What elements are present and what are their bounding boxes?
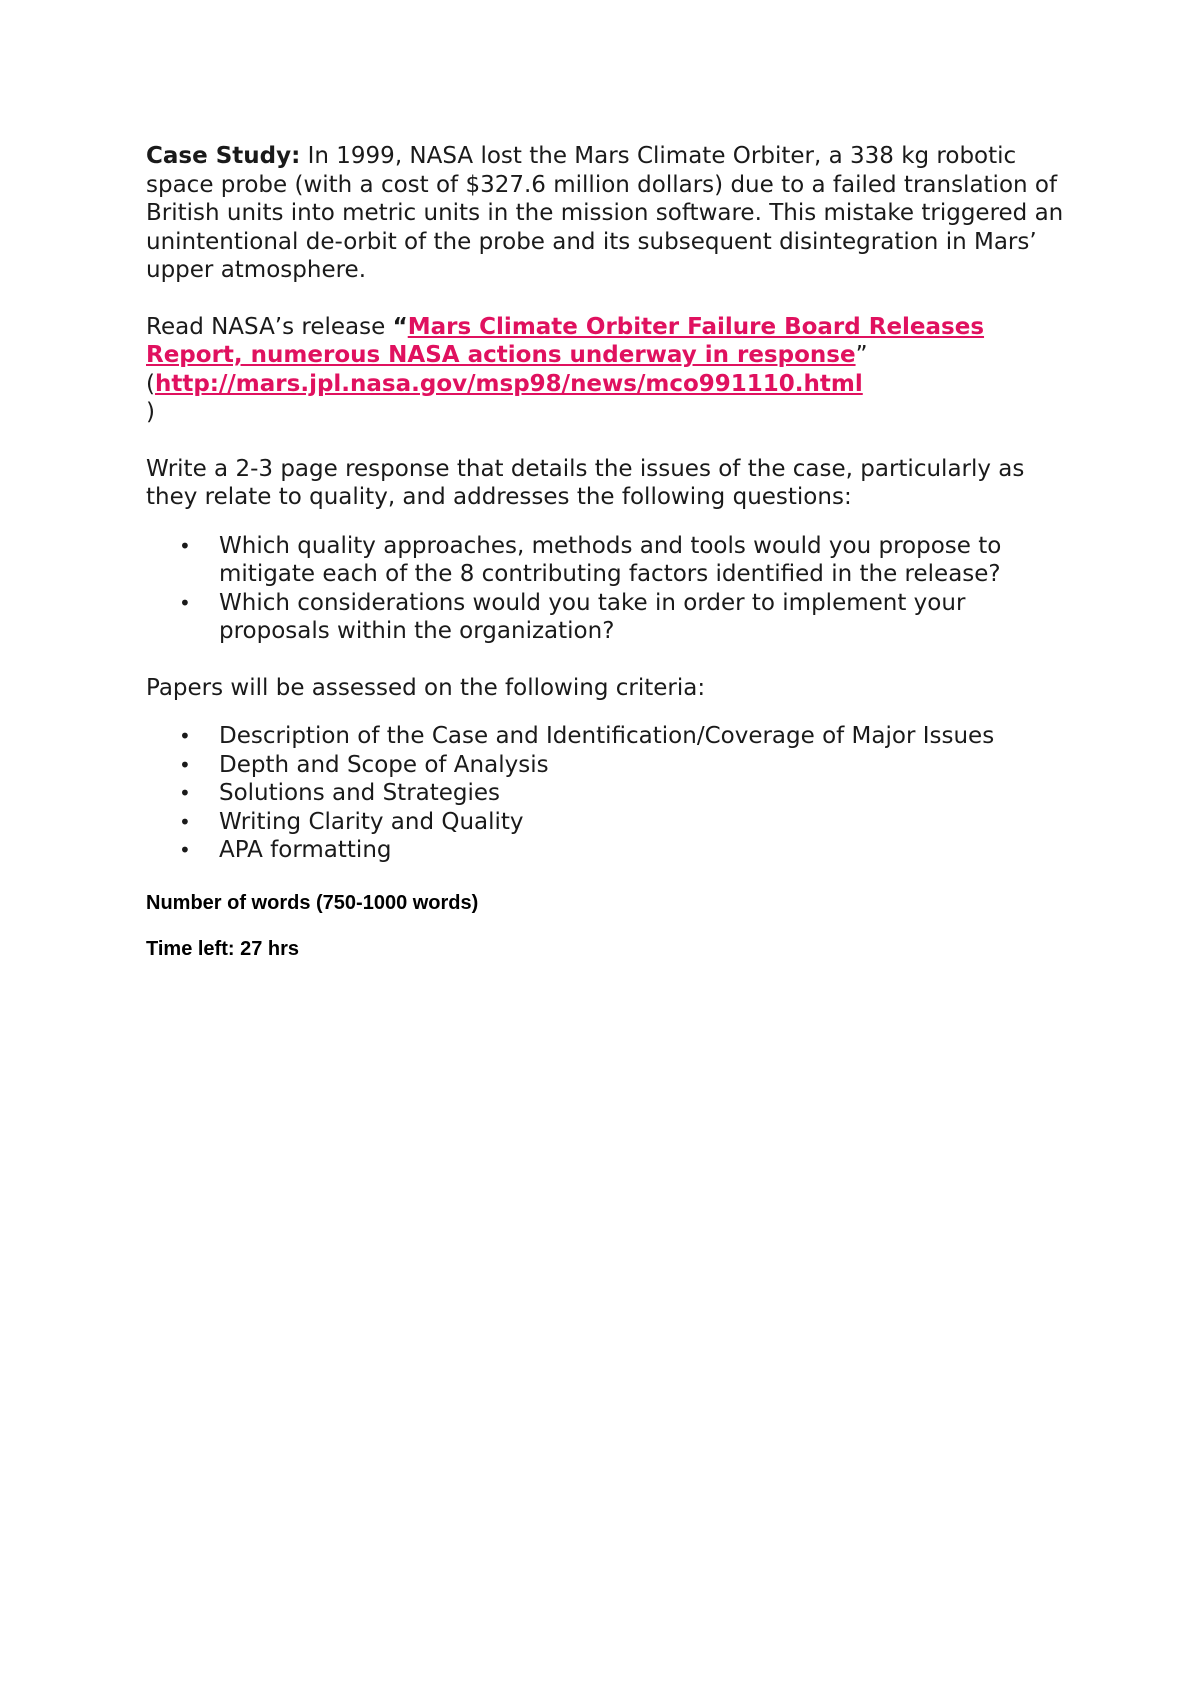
read-release-paragraph	[146, 313, 1066, 427]
bullet-icon: •	[179, 838, 191, 862]
list-item	[179, 751, 1066, 780]
list-item	[179, 779, 1066, 808]
question-text: Which quality approaches, methods and tools would you propose to mitigate each of the 8 contributing factors identified in the release?	[219, 532, 1002, 587]
question-text: Which considerations would you take in order to implement your proposals within the organization?	[219, 589, 966, 644]
criterion-text: APA formatting	[219, 837, 392, 863]
case-study-paragraph	[146, 142, 1066, 285]
document-body	[146, 142, 1066, 961]
case-study-label: Case Study:	[146, 143, 301, 169]
open-quote: “	[392, 313, 408, 340]
read-prefix: Read NASA’s release	[146, 313, 393, 340]
bullet-icon: •	[179, 590, 191, 615]
list-item	[179, 722, 1066, 751]
list-item	[179, 532, 1066, 589]
list-item	[179, 589, 1066, 646]
bullet-icon: •	[179, 752, 191, 777]
release-url-link[interactable]: http://mars.jpl.nasa.gov/msp98/news/mco991110.html	[154, 370, 863, 397]
time-left: Time left: 27 hrs	[146, 937, 300, 960]
criterion-text: Description of the Case and Identification/Coverage of Major Issues	[219, 723, 995, 749]
bullet-icon: •	[179, 724, 191, 748]
case-study-text: In 1999, NASA lost the Mars Climate Orbiter, a 338 kg robotic space probe (with a cost of $327.6 million dollars) due to a failed translation of British units into metric units in the mission software. This mistake triggered an unintentional de-orbit of the probe and its subsequent disintegration in Mars’ upper atmosphere.	[146, 143, 1064, 283]
list-item	[179, 808, 1066, 837]
criterion-text: Writing Clarity and Quality	[219, 808, 524, 835]
read-suffix: )	[146, 399, 155, 425]
criterion-text: Solutions and Strategies	[219, 780, 501, 806]
questions-list	[146, 532, 1066, 646]
release-title-link[interactable]: Mars Climate Orbiter Failure Board Releases Report, numerous NASA actions underway in response	[146, 313, 985, 368]
list-item	[179, 836, 1066, 865]
bullet-icon: •	[179, 781, 191, 805]
assignment-paragraph: Write a 2-3 page response that details the issues of the case, particularly as they relate to quality, and addresses the following questions:	[146, 455, 1025, 510]
criteria-intro: Papers will be assessed on the following criteria:	[146, 674, 706, 701]
bullet-icon: •	[179, 809, 191, 834]
criteria-list	[146, 722, 1066, 865]
close-quote: ” (	[146, 342, 868, 397]
criterion-text: Depth and Scope of Analysis	[219, 751, 549, 778]
word-count: Number of words (750-1000 words)	[146, 891, 479, 914]
bullet-icon: •	[179, 533, 191, 558]
